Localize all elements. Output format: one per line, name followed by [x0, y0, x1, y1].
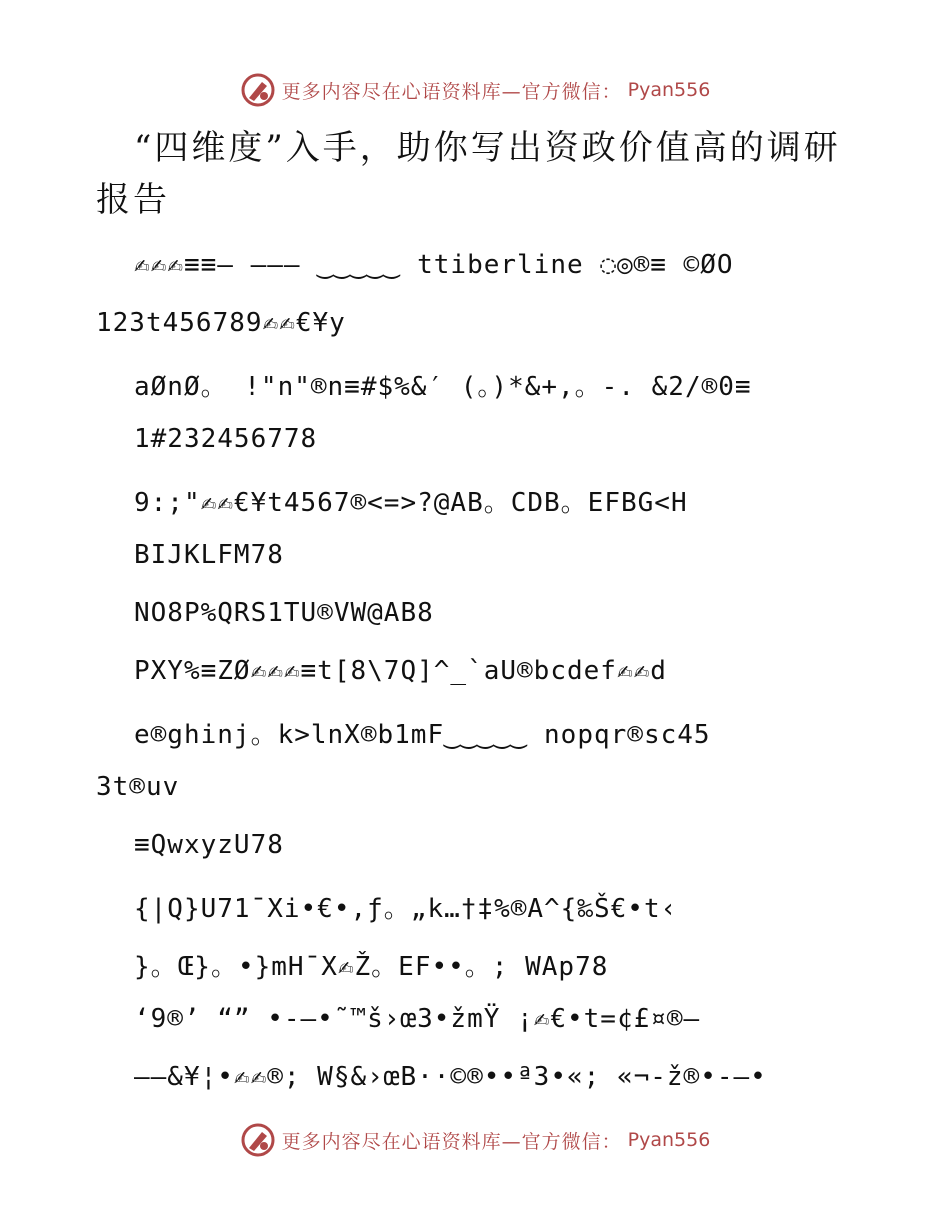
text-line-9: e®ghinj。k>lnX®b1mF‿‿‿‿‿ nopqr®sc45	[134, 720, 711, 750]
text-line-15: ——&¥¦•✍✍®; W§&›œB··©®••ª3•«; «¬-ž®•-—•	[134, 1062, 767, 1092]
pen-logo-icon	[240, 72, 276, 108]
text-line-4: 1#232456778	[134, 424, 318, 454]
watermark-contact: Pyan556	[627, 1129, 711, 1151]
text-line-1: ✍✍✍≡≡— ——— ‿‿‿‿‿ ttiberline ◌◎®≡ ©ØO	[134, 250, 734, 280]
watermark-text: 更多内容尽在心语资料库—官方微信：	[281, 1130, 622, 1153]
pen-logo-icon	[240, 1122, 276, 1158]
text-line-10: 3t®uv	[96, 772, 180, 802]
document-title: “四维度”入手，助你写出资政价值高的调研报告	[96, 128, 841, 220]
text-line-7: NO8P%QRS1TU®VW@AB8	[134, 598, 434, 628]
header-watermark	[0, 72, 950, 108]
footer-watermark	[0, 1122, 950, 1158]
text-line-12: {|Q}U71¯Xi•€•,ƒ。„k…†‡%®A^{‰Š€•t‹	[134, 894, 678, 924]
text-line-2: 123t456789✍✍€¥y	[96, 308, 346, 338]
text-line-13: }。Œ}。•}mH¯X✍Ž。EF••。; WAp78	[134, 952, 609, 982]
text-line-11: ≡QwxyzU78	[134, 830, 284, 860]
text-line-5: 9:;"✍✍€¥t4567®<=>?@AB。CDB。EFBG<H	[134, 488, 688, 518]
text-line-8: PXY%≡ZØ✍✍✍≡t[8\7Q]^_`aU®bcdef✍✍d	[134, 656, 667, 686]
text-line-14: ‘9®’ “” •-—•˜™š›œ3•žmŸ ¡✍€•t=¢£¤®—	[134, 1004, 701, 1034]
watermark-text: 更多内容尽在心语资料库—官方微信：	[281, 80, 622, 103]
text-line-3: aØnØ。 !"n"®n≡#$%&′ (。)*&+,。-. &2/®0≡	[134, 372, 752, 402]
watermark-contact: Pyan556	[627, 79, 711, 101]
text-line-6: BIJKLFM78	[134, 540, 284, 570]
